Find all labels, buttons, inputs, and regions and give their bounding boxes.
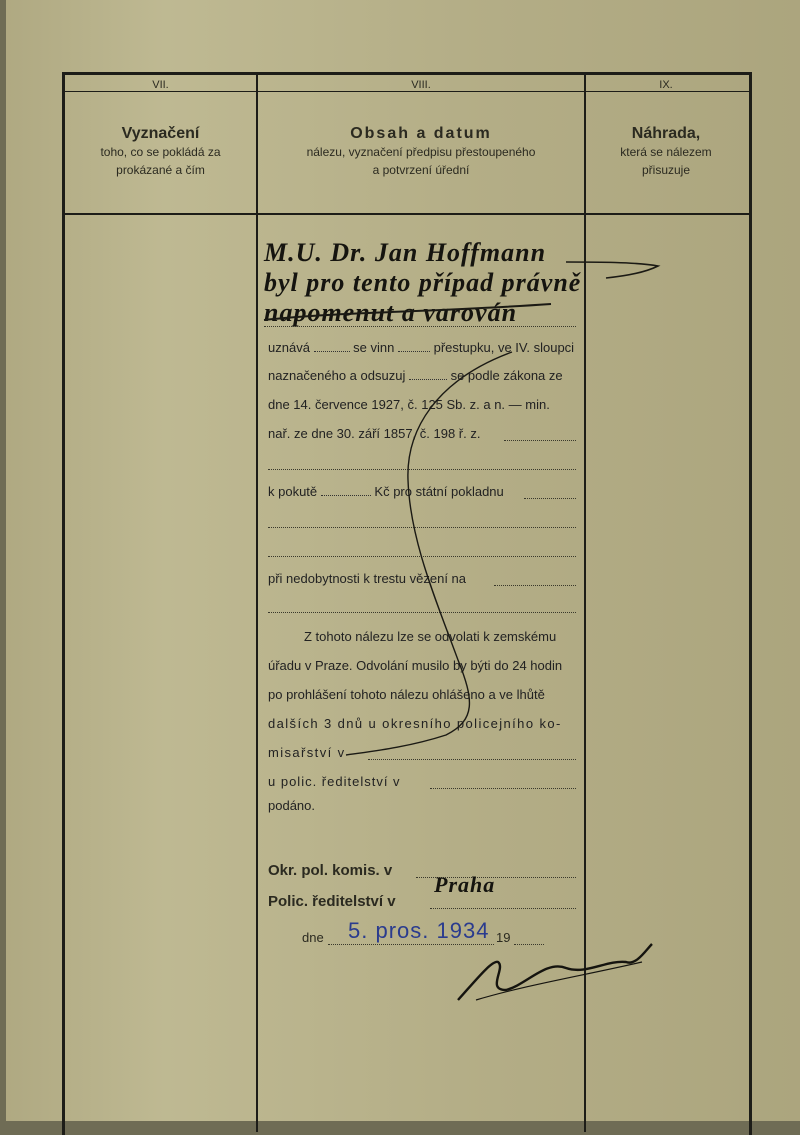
form-prestupku: přestupku, ve IV. sloupci	[433, 340, 575, 355]
form-dne: dne	[302, 930, 324, 945]
form-odvolani-3: po prohlášení tohoto nálezu ohlášeno a ve lhůtě	[268, 687, 545, 702]
form-podano: podáno.	[268, 798, 315, 813]
polic-reditelstvi: Polic. ředitelství v	[268, 893, 396, 910]
column-subtitle-ix-1: která se nálezem	[620, 145, 712, 159]
column-subtitle-viii-2: a potvrzení úřední	[372, 163, 470, 177]
form-naznaceneho: naznačeného a odsuzuj	[268, 368, 406, 383]
column-subtitle-vii-2: prokázané a čím	[116, 163, 205, 177]
form-reditelstvi: u polic. ředitelství v	[268, 774, 401, 789]
column-title-ix: Náhrada,	[631, 125, 701, 142]
column-number-ix: IX.	[659, 79, 673, 91]
underline-stroke	[264, 304, 551, 320]
form-nedobytnost: při nedobytnosti k trestu vězení na	[268, 571, 467, 586]
handwritten-line-1: M.U. Dr. Jan Hoffmann	[264, 238, 547, 267]
form-vinn: se vinn	[353, 340, 395, 355]
column-title-viii: Obsah a datum	[350, 125, 492, 142]
column-subtitle-viii-1: nálezu, vyznačení předpisu přestoupeného	[306, 145, 536, 159]
pen-strokes	[6, 0, 800, 1121]
form-uznava: uznává	[268, 340, 310, 355]
form-narizeni-1857: nař. ze dne 30. září 1857, č. 198 ř. z.	[268, 426, 481, 441]
flourish-stroke	[566, 262, 658, 278]
signature	[458, 944, 652, 1000]
form-komisarstvi: misařství v	[268, 745, 346, 760]
handwritten-place: Praha	[434, 872, 496, 897]
form-odvolani-2: úřadu v Praze. Odvolání musilo by býti do 24 hodin	[268, 658, 563, 673]
form-year-19: 19	[496, 930, 511, 945]
form-k-pokute: k pokutě	[268, 484, 318, 499]
form-kc-pokladnu: Kč pro státní pokladnu	[374, 484, 504, 499]
handwritten-line-3: napomenut a varován	[264, 298, 518, 327]
column-subtitle-vii-1: toho, co se pokládá za	[100, 145, 221, 159]
form-zakon-1927: dne 14. července 1927, č. 125 Sb. z. a n. — min.	[268, 397, 550, 412]
handwritten-line-2: byl pro tento případ právně	[264, 268, 582, 297]
date-stamp: 5. pros. 1934	[348, 918, 490, 943]
strike-through-curve	[346, 352, 512, 755]
form-podle-zakona: se podle zákona ze	[450, 368, 563, 383]
form-odvolani-4: dalších 3 dnů u okresního policejního ko-	[268, 716, 562, 731]
column-subtitle-ix-2: přisuzuje	[641, 163, 691, 177]
column-number-vii: VII.	[152, 79, 169, 91]
okr-pol-komis: Okr. pol. komis. v	[268, 862, 393, 879]
column-number-viii: VIII.	[411, 79, 431, 91]
column-title-vii: Vyznačení	[121, 125, 200, 142]
form-odvolani-1: Z tohoto nálezu lze se odvolati k zemskému	[304, 629, 557, 644]
document-page	[6, 0, 800, 1121]
